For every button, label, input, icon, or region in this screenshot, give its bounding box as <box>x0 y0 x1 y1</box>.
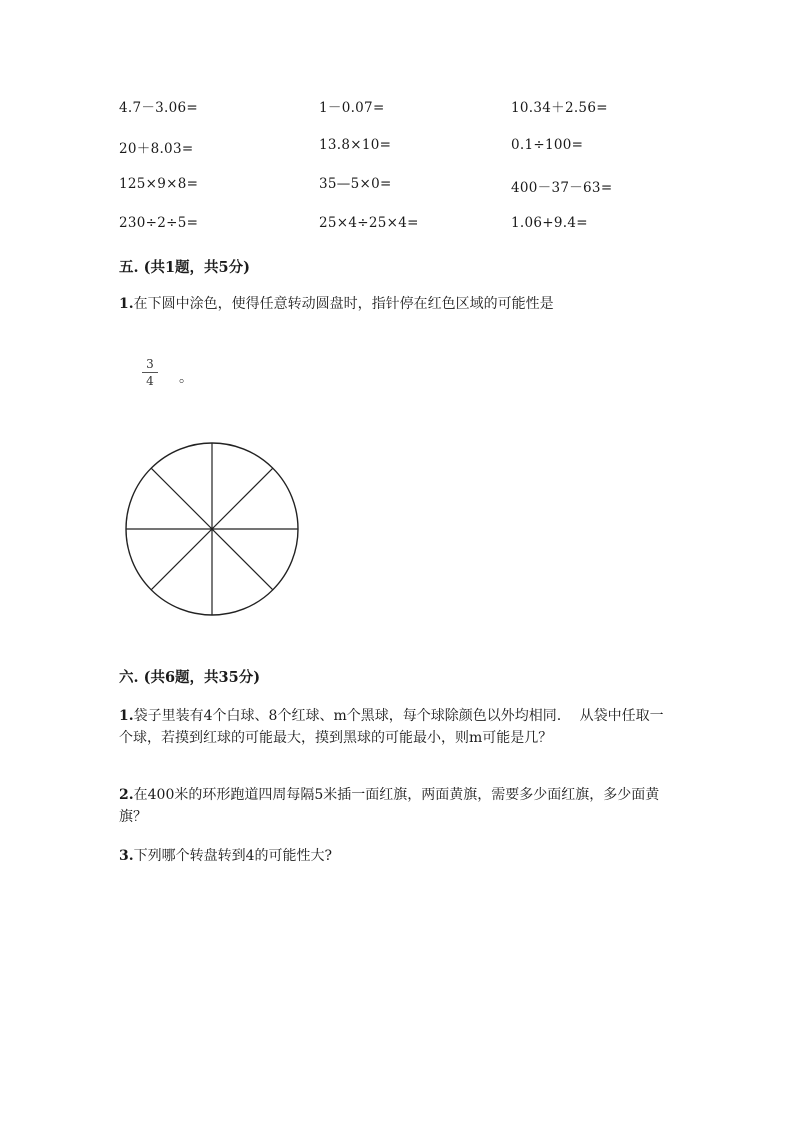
calc-item: 125×9×8= <box>119 176 199 192</box>
question-text: 下列哪个转盘转到4的可能性大? <box>133 848 333 864</box>
question-number: 3. <box>119 848 134 864</box>
answer-period: 。 <box>179 370 193 386</box>
answer-fraction <box>142 357 158 388</box>
calc-item: 25×4÷25×4= <box>319 215 419 231</box>
question-number: 1. <box>119 296 134 312</box>
question-text: 在400米的环形跑道四周每隔5米插一面红旗，两面黄旗，需要多少面红旗，多少面黄旗？ <box>119 787 660 825</box>
calc-item: 230÷2÷5= <box>119 215 199 231</box>
calc-item: 1－0.07= <box>319 100 385 116</box>
section-6-question-1 <box>119 705 675 749</box>
section-5-heading: 五. (共1题，共5分) <box>119 259 250 276</box>
calc-item: 35—5×0= <box>319 176 392 192</box>
section-6-question-3 <box>119 845 675 867</box>
calc-item: 400－37－63= <box>511 180 613 196</box>
question-text: 袋子里装有4个白球、8个红球、m个黑球，每个球除颜色以外均相同. 从袋中任取一个球，若摸到红球的可能最大，摸到黑球的可能最小，则m可能是几？ <box>119 708 664 746</box>
fraction-numerator: 3 <box>146 357 154 371</box>
fraction-bar <box>142 372 158 373</box>
calc-item: 0.1÷100= <box>511 137 584 153</box>
section-6-question-2 <box>119 784 667 828</box>
calc-item: 13.8×10= <box>319 137 392 153</box>
fraction-denominator: 4 <box>146 374 154 388</box>
spinner-spokes <box>126 443 298 615</box>
section-5-question-1 <box>119 293 679 315</box>
calc-item: 10.34＋2.56= <box>511 100 608 116</box>
question-text: 在下圆中涂色，使得任意转动圆盘时，指针停在红色区域的可能性是 <box>133 296 554 312</box>
calc-item: 20＋8.03= <box>119 141 194 157</box>
question-number: 1. <box>119 708 134 724</box>
section-6-heading: 六. (共6题，共35分) <box>119 669 261 686</box>
spinner-circle[interactable] <box>120 437 304 621</box>
calc-item: 1.06+9.4= <box>511 215 588 231</box>
question-number: 2. <box>119 787 134 803</box>
calc-item: 4.7－3.06= <box>119 100 199 116</box>
